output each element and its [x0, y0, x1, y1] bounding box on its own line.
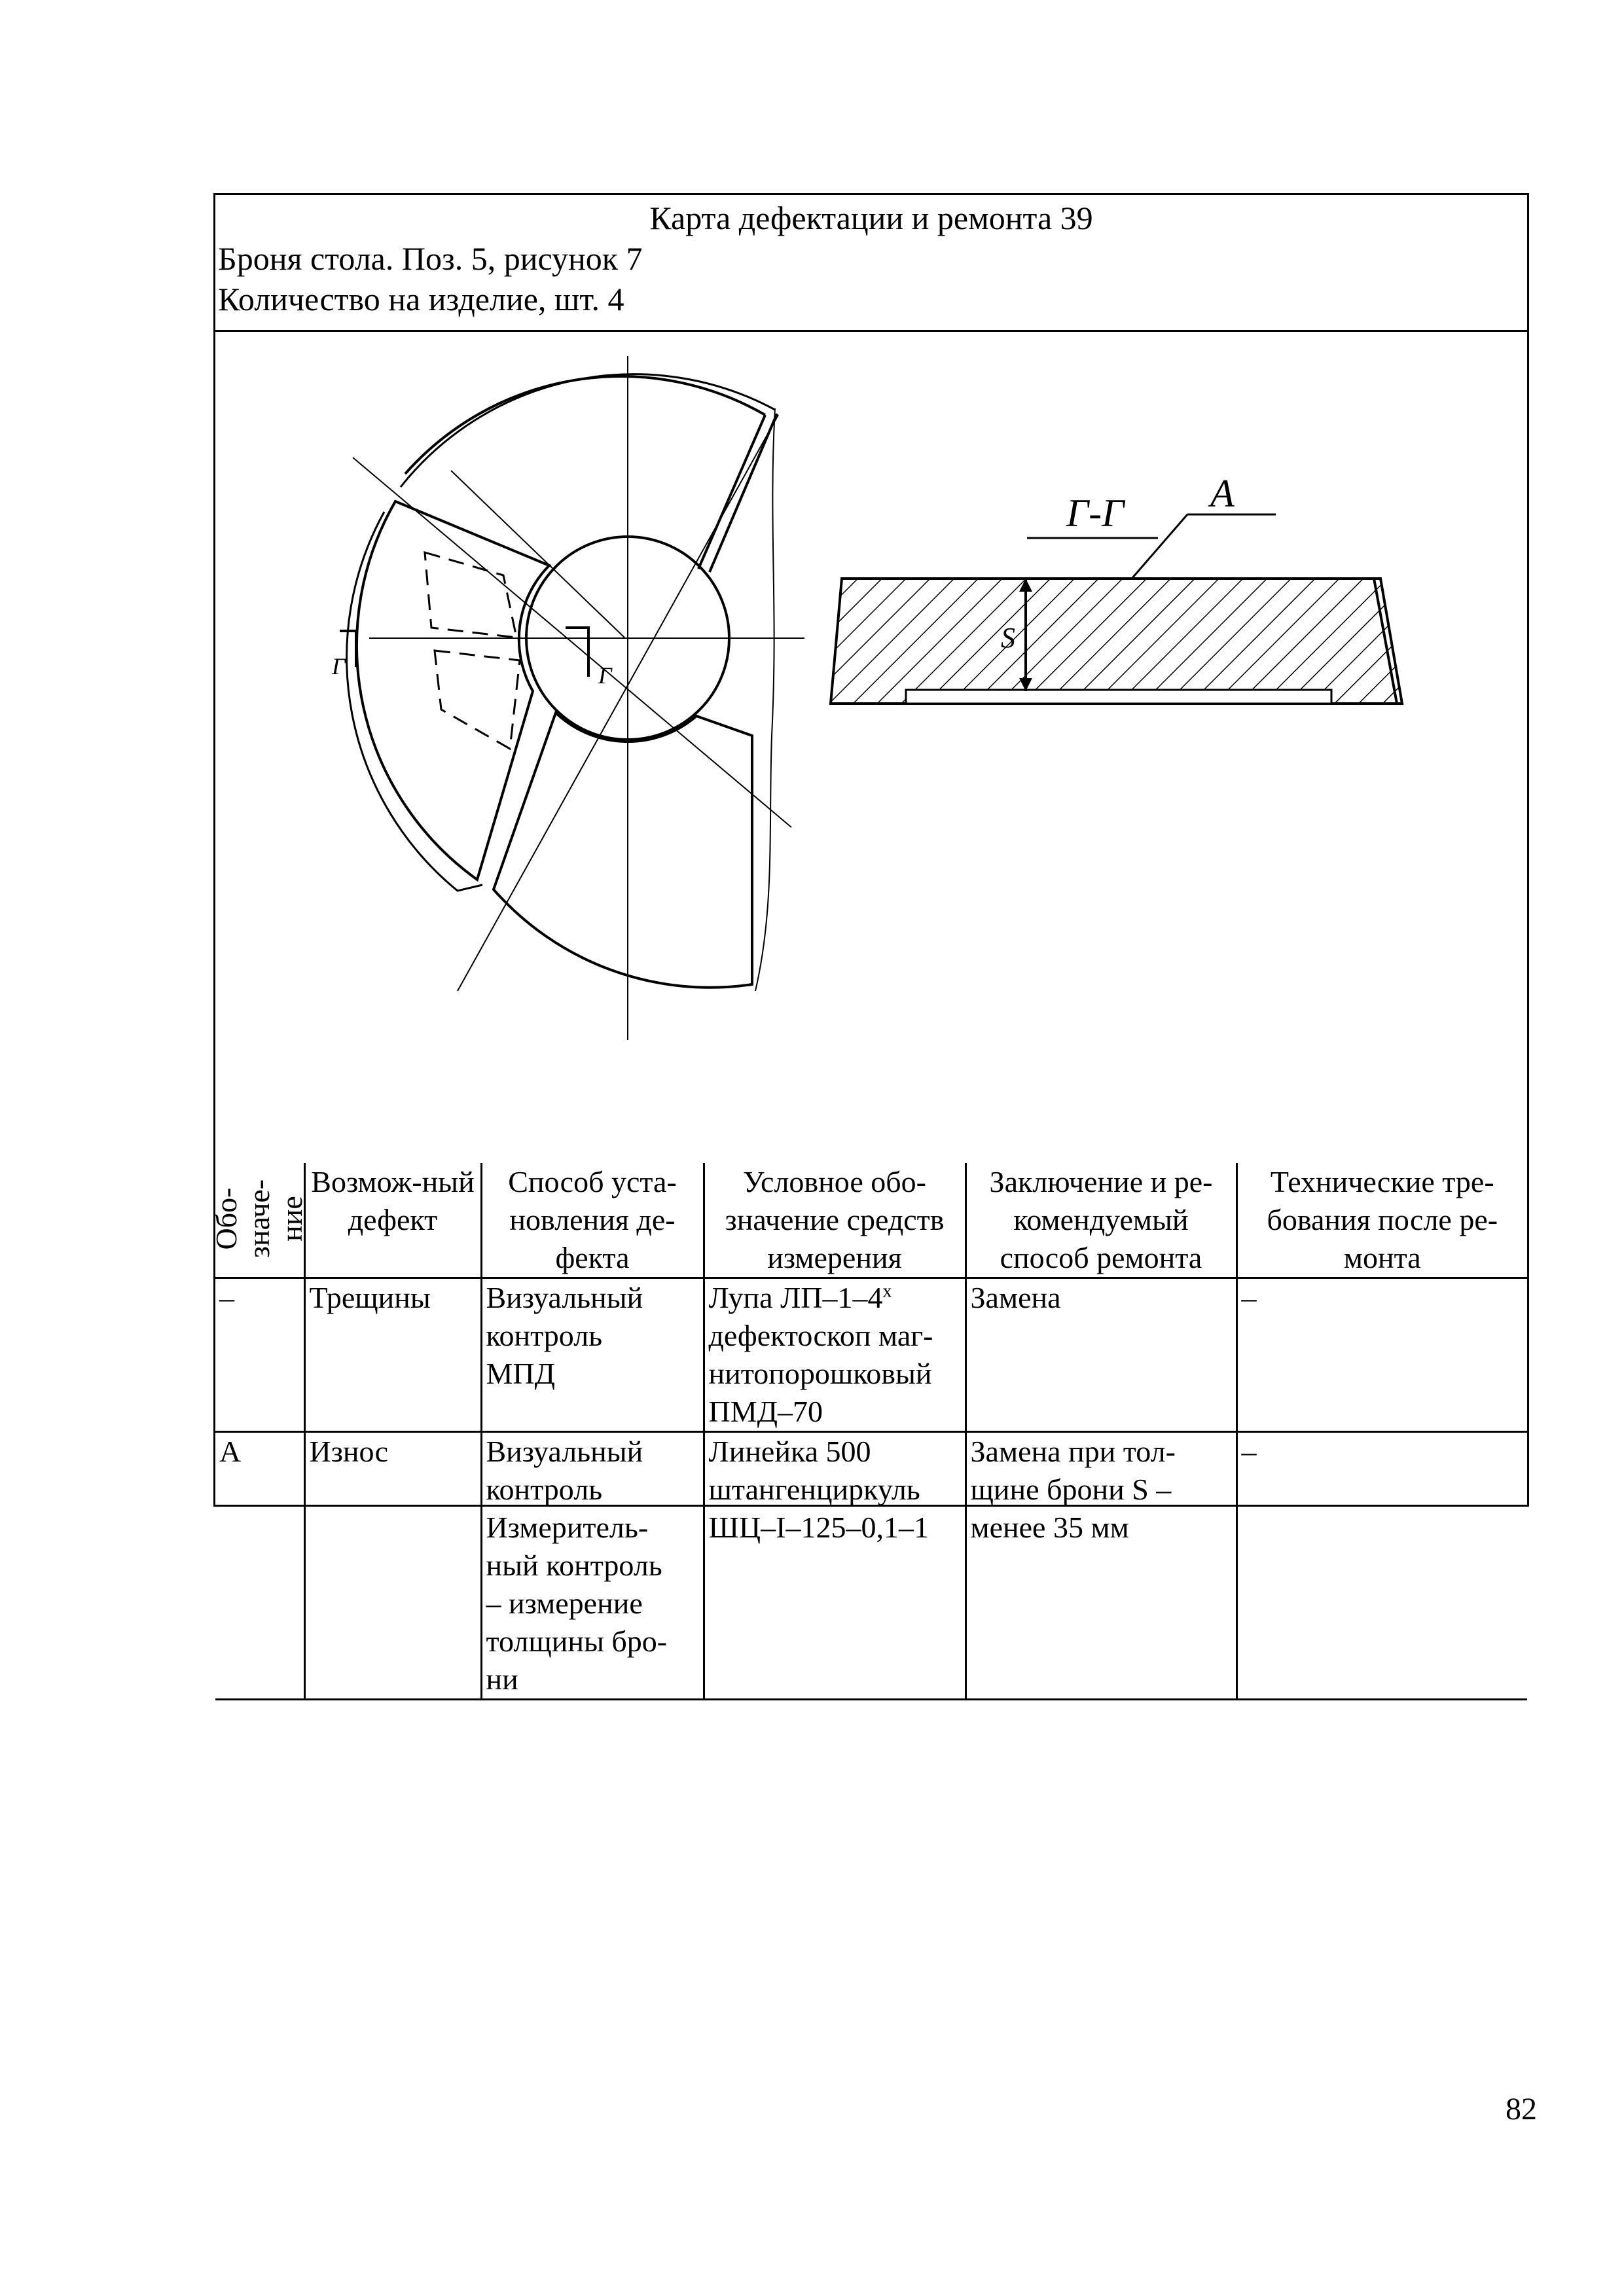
cell-designation: – — [215, 1278, 304, 1432]
card-header — [215, 195, 1527, 332]
cell-defect: Трещины — [304, 1278, 481, 1432]
cell-requirements: – — [1236, 1278, 1527, 1432]
part-drawing-svg — [215, 330, 1527, 1163]
col-header-designation: Обо-значе-ние — [215, 1163, 304, 1278]
cell-conclusion: Замена при тол- щине брони S – менее 35 мм — [965, 1432, 1236, 1700]
col-header-requirements: Технические тре-бования после ре-монта — [1236, 1163, 1527, 1278]
page-number: 82 — [1506, 2092, 1537, 2126]
table-row — [215, 1432, 1527, 1700]
card-title: Карта дефектации и ремонта 39 — [649, 200, 1093, 236]
col-header-tools: Условное обо-значение средств измерения — [704, 1163, 965, 1278]
cell-tools: Линейка 500 штангенциркуль ШЦ–I–125–0,1–1 — [704, 1432, 965, 1700]
col-header-conclusion: Заключение и ре-комендуемый способ ремонта — [965, 1163, 1236, 1278]
table-header-row — [215, 1163, 1527, 1278]
defect-card — [209, 193, 1529, 1696]
cell-method: Визуальный контроль МПД — [481, 1278, 704, 1432]
cell-tools: Лупа $ЛП-1-4^х$ дефектоскоп маг- нитопорошковый ПМД–70 — [704, 1278, 965, 1432]
cell-conclusion: Замена — [965, 1278, 1236, 1432]
thickness-label: S — [1001, 622, 1015, 654]
technical-drawing — [215, 330, 1527, 1163]
part-name: Броня стола. Поз. 5, рисунок 7 — [218, 240, 643, 277]
cell-designation: А — [215, 1432, 304, 1700]
section-view — [831, 514, 1402, 704]
cell-requirements: – — [1236, 1432, 1527, 1700]
cut-mark-left: Г — [332, 653, 346, 679]
quantity-per-product: Количество на изделие, шт. 4 — [218, 281, 624, 317]
surface-label-a: А — [1210, 472, 1235, 515]
defects-table — [209, 1163, 1527, 1700]
cut-mark-right: Г — [598, 662, 612, 689]
section-label: Г-Г — [1066, 492, 1125, 535]
table-row — [215, 1278, 1527, 1432]
col-header-method: Способ уста-новления де-фекта — [481, 1163, 704, 1278]
cell-defect: Износ — [304, 1432, 481, 1700]
col-header-defect: Возмож-ный дефект — [304, 1163, 481, 1278]
plan-view — [340, 356, 804, 1040]
cell-method: Визуальный контроль Измеритель- ный контроль – измерение толщины бро- ни — [481, 1432, 704, 1700]
